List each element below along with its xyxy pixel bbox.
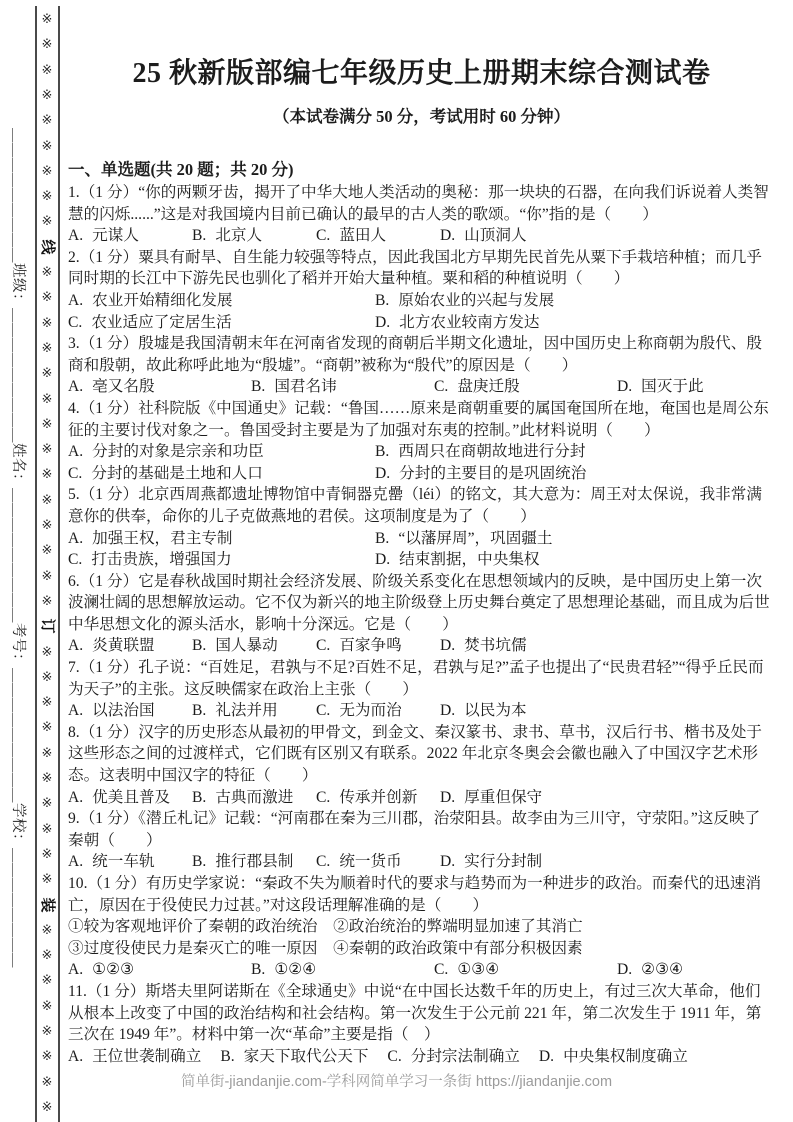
option-label: 打击贵族，增强国力 xyxy=(91,551,232,569)
option-key: C. xyxy=(316,788,331,806)
option-C xyxy=(434,376,617,398)
question-stem xyxy=(68,182,775,225)
option-label: 家天下取代公天下 xyxy=(243,1047,369,1065)
question-stem xyxy=(68,247,775,290)
question-text: 有历史学家说：“秦政不失为顺着时代的要求与趋势而为一种进步的政治。而秦代的迅速消亡，原因在于役使民力过甚。”对这段话理解准确的是（ ） xyxy=(68,875,762,914)
option-D xyxy=(440,225,564,247)
binding-mark: ※ xyxy=(41,719,53,735)
binding-mark: ※ xyxy=(41,770,53,785)
option-label: 厚重但保守 xyxy=(464,788,543,806)
question-number: 6. xyxy=(68,572,80,590)
option-key: A. xyxy=(68,961,84,979)
binding-mark: ※ xyxy=(41,415,53,431)
option-C xyxy=(316,700,440,722)
paper-subtitle: （本试卷满分 50 分，考试用时 60 分钟） xyxy=(273,107,570,126)
option-key: B. xyxy=(251,961,266,979)
question-score: （1 分） xyxy=(87,875,146,892)
question-score: （1 分） xyxy=(79,335,139,353)
question-score: （1 分） xyxy=(79,248,139,266)
question-score: （1 分） xyxy=(79,723,139,741)
exam-paper xyxy=(68,50,775,1067)
option-B xyxy=(192,700,316,722)
option-label: 古典而激进 xyxy=(215,788,294,806)
option-row xyxy=(68,441,775,484)
option-row xyxy=(68,290,775,333)
question-number: 2. xyxy=(68,248,80,266)
question-stem xyxy=(68,981,775,1046)
option-key: B. xyxy=(375,443,390,461)
option-key: C. xyxy=(68,313,83,331)
binding-mark: ※ xyxy=(41,365,53,381)
option-label: 礼法并用 xyxy=(215,702,278,720)
option-D xyxy=(375,549,775,571)
binding-mark: ※ xyxy=(41,1073,53,1089)
option-B xyxy=(192,225,316,247)
option-key: A. xyxy=(68,291,84,309)
question-stem xyxy=(68,398,775,441)
option-label: 北方农业较南方发达 xyxy=(399,313,540,331)
option-row xyxy=(68,787,775,809)
option-label: 推行郡县制 xyxy=(215,853,294,871)
option-key: C. xyxy=(434,378,449,396)
option-A xyxy=(68,700,192,722)
binding-mark: ※ xyxy=(41,795,53,811)
option-key: D. xyxy=(617,378,633,396)
option-A xyxy=(68,851,192,873)
question-number: 10. xyxy=(68,875,88,892)
option-key: B. xyxy=(192,788,207,806)
option-C xyxy=(68,463,375,485)
question-2 xyxy=(68,247,775,333)
option-key: B. xyxy=(192,853,207,871)
option-label: 优美且普及 xyxy=(92,788,171,806)
question-6 xyxy=(68,571,775,657)
option-key: A. xyxy=(68,443,84,461)
binding-mark: ※ xyxy=(41,567,53,583)
question-11 xyxy=(68,981,775,1067)
binding-mark: ※ xyxy=(41,264,53,279)
option-key: B. xyxy=(192,637,207,655)
question-score: （1 分） xyxy=(79,184,139,201)
question-number: 7. xyxy=(68,659,80,677)
option-label: 农业开始精细化发展 xyxy=(92,291,233,309)
option-key: A. xyxy=(68,702,84,720)
option-label: 王位世袭制确立 xyxy=(92,1047,202,1065)
option-A xyxy=(68,290,375,312)
binding-mark: ※ xyxy=(41,997,53,1013)
question-score: （1 分） xyxy=(79,810,139,828)
binding-mark: ※ xyxy=(41,592,53,608)
question-10 xyxy=(68,873,775,981)
option-key: A. xyxy=(68,637,84,655)
option-C xyxy=(316,851,440,873)
binding-mark: ※ xyxy=(41,517,53,532)
option-A xyxy=(68,1046,201,1068)
option-key: A. xyxy=(68,853,84,871)
option-C xyxy=(68,549,375,571)
margin-field-blank: ＿＿＿＿＿＿＿＿ xyxy=(10,848,26,968)
option-A xyxy=(68,787,192,809)
option-label: 原始农业的兴起与发展 xyxy=(398,291,555,309)
binding-mark: ※ xyxy=(41,668,53,684)
option-label: 国灭于此 xyxy=(641,378,704,396)
binding-mark: ※ xyxy=(41,61,53,77)
option-key: C. xyxy=(316,637,331,655)
question-number: 4. xyxy=(68,399,80,417)
binding-mark: ※ xyxy=(41,289,53,305)
footer-watermark: 简单街-jiandanjie.com-学科网简单学习一条街 https://jiandanjie.com xyxy=(180,1074,613,1090)
binding-rule-right xyxy=(58,6,60,1122)
option-D xyxy=(440,787,564,809)
option-label: 无为而治 xyxy=(339,702,402,720)
option-label: 分封的基础是土地和人口 xyxy=(91,464,263,482)
option-key: B. xyxy=(251,378,266,396)
question-list xyxy=(68,182,775,1067)
question-text: 社科院版《中国通史》记载：“鲁国……原来是商朝重要的属国奄国所在地，奄国也是周公东征的主要讨伐对象之一。鲁国受封主要是为了加强对东夷的控制。”此材料说明（ ） xyxy=(68,399,769,439)
question-number: 5. xyxy=(68,486,80,504)
option-D xyxy=(440,851,564,873)
option-key: A. xyxy=(68,378,84,396)
margin-field-blank: ＿＿＿＿＿＿＿＿＿ xyxy=(10,308,26,443)
option-D xyxy=(617,376,793,398)
option-D xyxy=(440,700,564,722)
option-label: “以藩屏周”，巩固疆土 xyxy=(398,529,553,547)
option-key: C. xyxy=(387,1047,402,1065)
binding-mark: ※ xyxy=(41,213,53,229)
option-A xyxy=(68,376,251,398)
option-key: A. xyxy=(68,529,84,547)
option-key: A. xyxy=(68,1047,84,1065)
question-text: 殷墟是我国清朝末年在河南省发现的商朝后半期文化遗址，因中国历史上称商朝为殷代、殷商和殷朝，故此称呼此地为“殷墟”。“商朝”被称为“殷代”的原因是（ ） xyxy=(68,335,762,374)
margin-field-blank: ＿＿＿＿＿＿＿＿＿ xyxy=(10,668,26,803)
option-B xyxy=(192,787,316,809)
option-label: 国君名讳 xyxy=(274,378,337,396)
binding-mark: ※ xyxy=(41,921,53,937)
option-label: 炎黄联盟 xyxy=(92,637,155,655)
option-row xyxy=(68,635,775,657)
option-B xyxy=(220,1046,368,1068)
option-row xyxy=(68,851,775,873)
option-row xyxy=(68,700,775,722)
option-A xyxy=(68,959,251,981)
option-key: C. xyxy=(434,961,449,979)
option-B xyxy=(375,528,775,550)
binding-mark: ※ xyxy=(41,845,53,861)
margin-field-blank: ＿＿＿＿＿＿＿＿＿ xyxy=(10,488,26,623)
option-key: D. xyxy=(617,961,633,979)
option-key: B. xyxy=(192,702,207,720)
binding-mark: ※ xyxy=(41,162,53,178)
question-stem xyxy=(68,808,775,851)
question-score: （1 分） xyxy=(79,572,139,590)
option-label: 分封的对象是宗亲和功臣 xyxy=(92,443,264,461)
option-label: 传承并创新 xyxy=(339,788,418,806)
binding-mark: ※ xyxy=(41,820,53,836)
question-stem xyxy=(68,873,775,916)
binding-mark: ※ xyxy=(41,542,53,558)
option-key: D. xyxy=(375,551,391,569)
option-B xyxy=(192,851,316,873)
option-label: 蓝田人 xyxy=(339,227,387,245)
binding-mark: ※ xyxy=(41,339,53,355)
question-subitem-line: ①较为客观地评价了秦朝的政治统治 ②政治统治的弊端明显加速了其消亡 xyxy=(68,918,583,936)
question-text: 汉字的历史形态从最初的甲骨文，到金文、秦汉篆书、隶书、草书，汉后行书、楷书及处于这些形态之间的过渡样式，它们既有区别又有联系。2022 年北京冬奥会会徽也融入了中国汉字艺术形态。这表明中国汉字的特征（ ） xyxy=(68,723,762,785)
section-heading: 一、单选题(共 20 题；共 20 分) xyxy=(68,160,294,179)
question-3 xyxy=(68,333,775,398)
option-B xyxy=(251,959,434,981)
option-label: 以民为本 xyxy=(464,702,527,720)
option-B xyxy=(375,441,775,463)
question-number: 9. xyxy=(68,810,80,828)
option-key: C. xyxy=(316,227,331,245)
margin-field-label: 学校： xyxy=(10,803,26,848)
question-score: （1 分） xyxy=(86,982,146,1000)
binding-mark: ※ xyxy=(41,694,53,710)
question-text: “你的两颗牙齿，揭开了中华大地人类活动的奥秘：那一块块的石器，在向我们诉说着人类智慧的闪烁......”这是对我国境内目前已确认的最早的古人类的歌颂。“你”指的是（ ） xyxy=(68,184,769,223)
option-label: 百家争鸣 xyxy=(339,637,402,655)
margin-field-label: 考号： xyxy=(10,623,26,668)
question-score: （1 分） xyxy=(79,659,139,677)
option-A xyxy=(68,441,375,463)
option-key: D. xyxy=(440,853,456,871)
question-number: 1. xyxy=(68,184,80,201)
question-4 xyxy=(68,398,775,484)
option-key: D. xyxy=(440,788,456,806)
option-C xyxy=(316,635,440,657)
page-title: 25 秋新版部编七年级历史上册期末综合测试卷 xyxy=(132,58,711,89)
binding-mark: ※ xyxy=(41,871,53,887)
option-label: 盘庚迁殷 xyxy=(457,378,520,396)
option-label: 分封宗法制确立 xyxy=(410,1047,520,1065)
option-label: 分封的主要目的是巩固统治 xyxy=(399,464,587,482)
option-key: C. xyxy=(316,702,331,720)
margin-field-label: 班级： xyxy=(10,263,26,308)
option-C xyxy=(316,787,440,809)
margin-field-blank: ＿＿＿＿＿＿＿＿＿ xyxy=(10,128,26,263)
binding-mark: ※ xyxy=(41,1098,53,1114)
option-D xyxy=(539,1046,688,1068)
option-row xyxy=(68,376,775,398)
question-text: 《潜丘札记》记载：“河南郡在秦为三川郡，治荥阳县。故李由为三川守，守荥阳。”这反映了秦朝（ ） xyxy=(68,810,761,849)
student-info-strip xyxy=(2,128,34,1088)
option-key: A. xyxy=(68,227,84,245)
question-8 xyxy=(68,722,775,808)
option-D xyxy=(440,635,564,657)
question-stem xyxy=(68,484,775,527)
binding-char-装: 装 xyxy=(39,896,55,912)
option-label: 北京人 xyxy=(215,227,263,245)
option-C xyxy=(434,959,617,981)
option-row xyxy=(68,528,775,571)
question-stem xyxy=(68,722,775,787)
option-label: 山顶洞人 xyxy=(464,227,527,245)
option-D xyxy=(617,959,793,981)
option-label: 元谋人 xyxy=(92,227,139,245)
option-label: ①③④ xyxy=(457,961,500,979)
option-key: D. xyxy=(440,227,456,245)
question-text: 北京西周燕都遗址博物馆中青铜器克罍（léi）的铭文，其大意为：周王对太保说，我非常满意你的供奉，命你的儿子克做燕地的君侯。这项制度是为了（ ） xyxy=(68,486,762,525)
question-stem xyxy=(68,571,775,636)
option-B xyxy=(251,376,434,398)
option-A xyxy=(68,528,375,550)
option-row xyxy=(68,225,775,247)
option-label: 统一车轨 xyxy=(92,853,155,871)
question-5 xyxy=(68,484,775,570)
binding-char-订: 订 xyxy=(39,618,55,634)
option-label: 亳又名殷 xyxy=(92,378,155,396)
question-7 xyxy=(68,657,775,722)
option-D xyxy=(375,312,775,334)
option-key: D. xyxy=(538,1047,555,1065)
binding-mark: ※ xyxy=(41,643,53,659)
option-label: 以法治国 xyxy=(92,702,155,720)
binding-mark: ※ xyxy=(41,390,53,406)
option-label: 实行分封制 xyxy=(464,853,543,871)
question-number: 8. xyxy=(68,723,80,741)
option-C xyxy=(387,1046,519,1068)
binding-mark: ※ xyxy=(41,972,53,988)
binding-mark: ※ xyxy=(41,112,53,128)
option-key: B. xyxy=(375,529,390,547)
option-A xyxy=(68,225,192,247)
question-text: 它是春秋战国时期社会经济发展、阶级关系变化在思想领域内的反映，是中国历史上第一次波澜壮阔的思想解放运动。它不仅为新兴的地主阶级登上历史舞台奠定了思想理论基础，而且成为后世中华思想文化的源头活水，影响十分深远。它是（ ） xyxy=(68,572,770,633)
option-key: C. xyxy=(68,551,83,569)
binding-mark: ※ xyxy=(41,86,53,102)
question-score: （1 分） xyxy=(79,399,139,417)
binding-mark: ※ xyxy=(41,1023,53,1038)
option-label: ②③④ xyxy=(641,961,684,979)
option-B xyxy=(192,635,316,657)
option-C xyxy=(316,225,440,247)
option-label: 西周只在商朝故地进行分封 xyxy=(398,443,586,461)
question-text: 孔子说：“百姓足，君孰与不足?百姓不足，君孰与足?”孟子也提出了“民贵君轻”“得乎丘民而为天子”的主张。这反映儒家在政治上主张（ ） xyxy=(68,659,764,698)
option-B xyxy=(375,290,775,312)
margin-field-label: 姓名： xyxy=(10,443,26,488)
option-label: 统一货币 xyxy=(339,853,402,871)
option-key: B. xyxy=(375,291,390,309)
binding-mark: ※ xyxy=(41,947,53,963)
binding-char-线: 线 xyxy=(39,239,55,255)
option-key: D. xyxy=(440,637,456,655)
option-key: D. xyxy=(440,702,456,720)
option-key: D. xyxy=(375,464,391,482)
option-label: 结束割据，中央集权 xyxy=(399,551,540,569)
option-key: B. xyxy=(192,227,207,245)
option-key: D. xyxy=(375,313,391,331)
binding-mark: ※ xyxy=(41,744,53,760)
option-key: B. xyxy=(220,1047,235,1065)
binding-mark: ※ xyxy=(41,314,53,330)
question-text: 粟具有耐旱、自生能力较强等特点，因此我国北方早期先民首先从粟下手栽培种植；而几乎同时期的长江中下游先民也驯化了稻并开始大量种植。粟和稻的种植说明（ ） xyxy=(68,248,762,288)
option-label: 农业适应了定居生活 xyxy=(91,313,232,331)
binding-mark: ※ xyxy=(41,36,53,52)
question-subitem-line: ③过度役使民力是秦灭亡的唯一原因 ④秦朝的政治政策中有部分积极因素 xyxy=(68,939,583,957)
binding-mark: ※ xyxy=(41,11,53,26)
binding-mark: ※ xyxy=(41,137,53,153)
question-stem xyxy=(68,333,775,376)
option-key: C. xyxy=(68,464,83,482)
binding-mark: ※ xyxy=(41,441,53,457)
option-label: 国人暴动 xyxy=(215,637,278,655)
question-stem xyxy=(68,657,775,700)
option-key: C. xyxy=(316,853,331,871)
option-A xyxy=(68,635,192,657)
option-row xyxy=(68,959,775,981)
option-C xyxy=(68,312,375,334)
option-label: ①②④ xyxy=(274,961,317,979)
question-number: 11. xyxy=(68,982,87,1000)
question-9 xyxy=(68,808,775,873)
option-label: 加强王权，君主专制 xyxy=(92,529,233,547)
option-label: 焚书坑儒 xyxy=(464,637,527,655)
binding-mark: ※ xyxy=(41,491,53,507)
option-row xyxy=(68,1046,775,1068)
question-text: 斯塔夫里阿诺斯在《全球通史》中说“在中国长达数千年的历史上，有过三次大革命，他们从根本上改变了中国的政治结构和社会结构。第一次发生于公元前 221 年，第二次发生于 1911 年，第三次在 1949 年”。材料中第一次“革命”主要是指（ ） xyxy=(68,982,762,1044)
option-key: A. xyxy=(68,788,84,806)
option-D xyxy=(375,463,775,485)
binding-mark: ※ xyxy=(41,188,53,204)
option-label: ①②③ xyxy=(92,961,135,979)
binding-mark: ※ xyxy=(41,1048,53,1064)
question-score: （1 分） xyxy=(79,486,139,504)
option-label: 中央集权制度确立 xyxy=(563,1047,688,1065)
question-1 xyxy=(68,182,775,247)
question-number: 3. xyxy=(68,335,80,353)
binding-mark: ※ xyxy=(41,466,53,482)
